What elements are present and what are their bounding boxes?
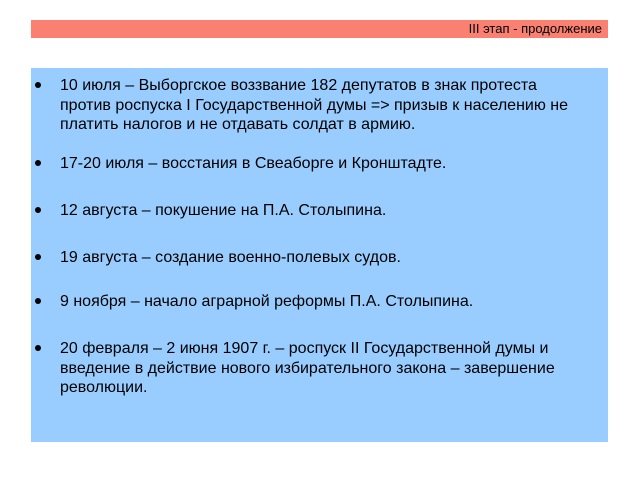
bullet-text: 20 февраля – 2 июня 1907 г. – роспуск II Государственной думы и введение в действие нового избирательного закона – завершение революции. xyxy=(60,340,555,396)
bullet-text: 9 ноября – начало аграрной реформы П.А. Столыпина. xyxy=(60,293,474,310)
title-bar xyxy=(31,20,608,38)
bullet-text: 12 августа – покушение на П.А. Столыпина. xyxy=(60,202,387,219)
bullet-dot-icon xyxy=(35,254,41,260)
content-box xyxy=(31,68,608,442)
bullet-dot-icon xyxy=(35,298,41,304)
bullet-text: 17-20 июля – восстания в Свеаборге и Кронштадте. xyxy=(60,155,447,172)
bullet-dot-icon xyxy=(35,82,41,88)
slide-title: III этап - продолжение xyxy=(468,21,602,36)
bullet-text: 10 июля – Выборгское воззвание 182 депутатов в знак протеста против роспуска I Государственной думы => призыв к населению не платить налогов и не отдавать солдат в армию. xyxy=(60,77,569,133)
bullet-dot-icon xyxy=(35,345,41,351)
bullet-dot-icon xyxy=(35,207,41,213)
bullet-text: 19 августа – создание военно-полевых судов. xyxy=(60,249,401,266)
bullet-dot-icon xyxy=(35,160,41,166)
